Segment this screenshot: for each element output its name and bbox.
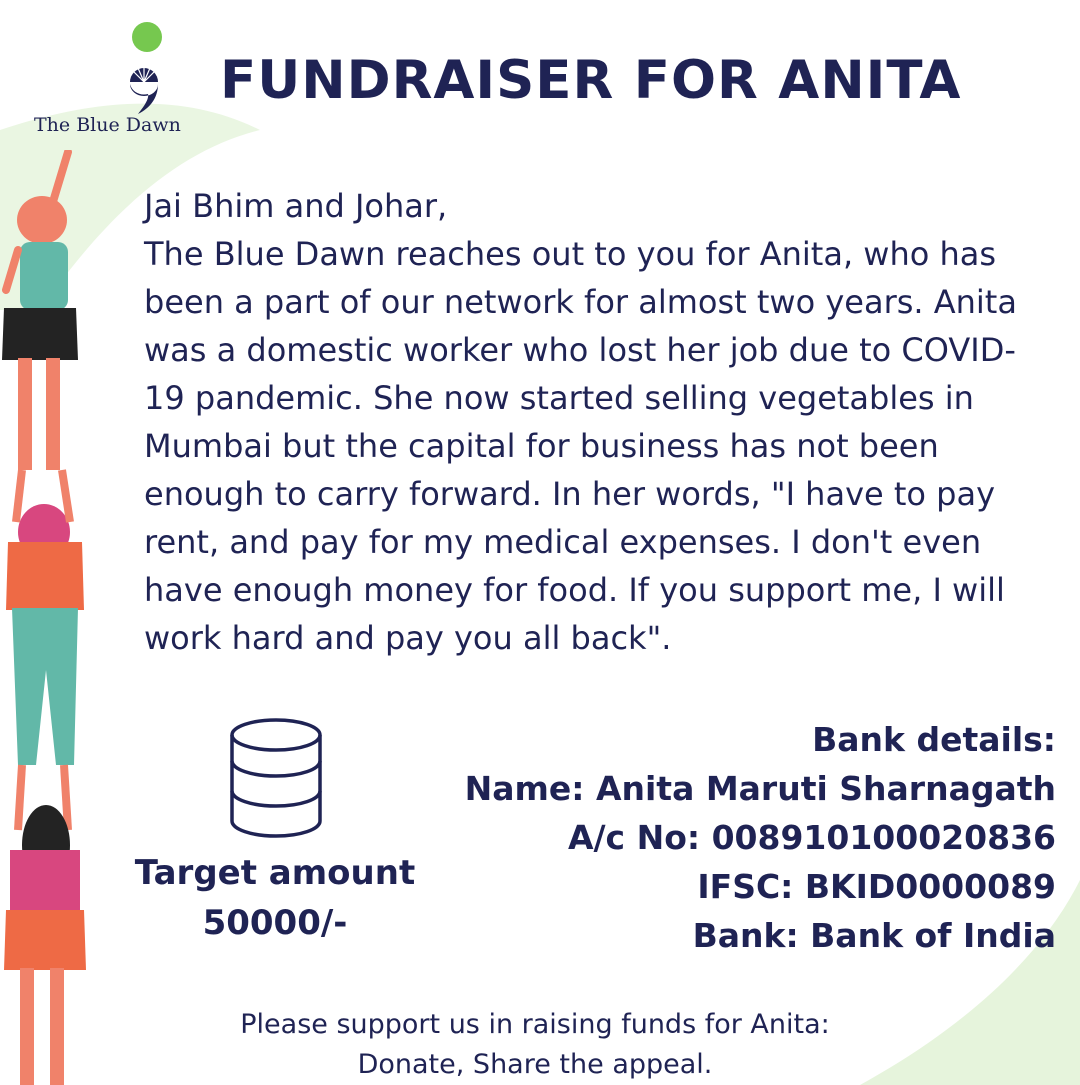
stacked-women-illustration: [0, 150, 90, 1085]
logo-text: The Blue Dawn: [34, 114, 181, 136]
appeal-body: The Blue Dawn reaches out to you for Anita, who has been a part of our network for almost two years. Anita was a domestic worker who lost her job due to COVID-19 pandemic. She now started selling vegetables in Mumbai but the capital for business has not been enough to carry forward. In her words, "I have to pay rent, and pay for my medical expenses. I don't even have enough money for food. If you support me, I will work hard and pay you all back".: [144, 235, 1017, 657]
target-value: 50000/-: [202, 903, 348, 943]
footer-appeal: [230, 1005, 840, 1085]
logo-mark-icon: [124, 58, 164, 116]
coin-stack-icon: [228, 717, 324, 839]
bank-name: Bank: Bank of India: [692, 916, 1056, 955]
logo-dot: [132, 22, 162, 52]
footer-line-2: Donate, Share the appeal.: [357, 1049, 713, 1080]
appeal-letter: [144, 182, 1044, 662]
bank-details: [465, 715, 1056, 960]
bank-heading: Bank details:: [812, 720, 1056, 759]
greeting: Jai Bhim and Johar,: [144, 187, 448, 225]
account-number: A/c No: 008910100020836: [567, 818, 1056, 857]
account-name: Name: Anita Maruti Sharnagath: [464, 769, 1056, 808]
footer-line-1: Please support us in raising funds for Anita:: [240, 1009, 830, 1040]
target-amount: [120, 848, 430, 948]
target-label: Target amount: [134, 853, 416, 893]
ifsc-code: IFSC: BKID0000089: [697, 867, 1056, 906]
page-title: FUNDRAISER FOR ANITA: [220, 50, 962, 111]
logo: [28, 10, 208, 140]
